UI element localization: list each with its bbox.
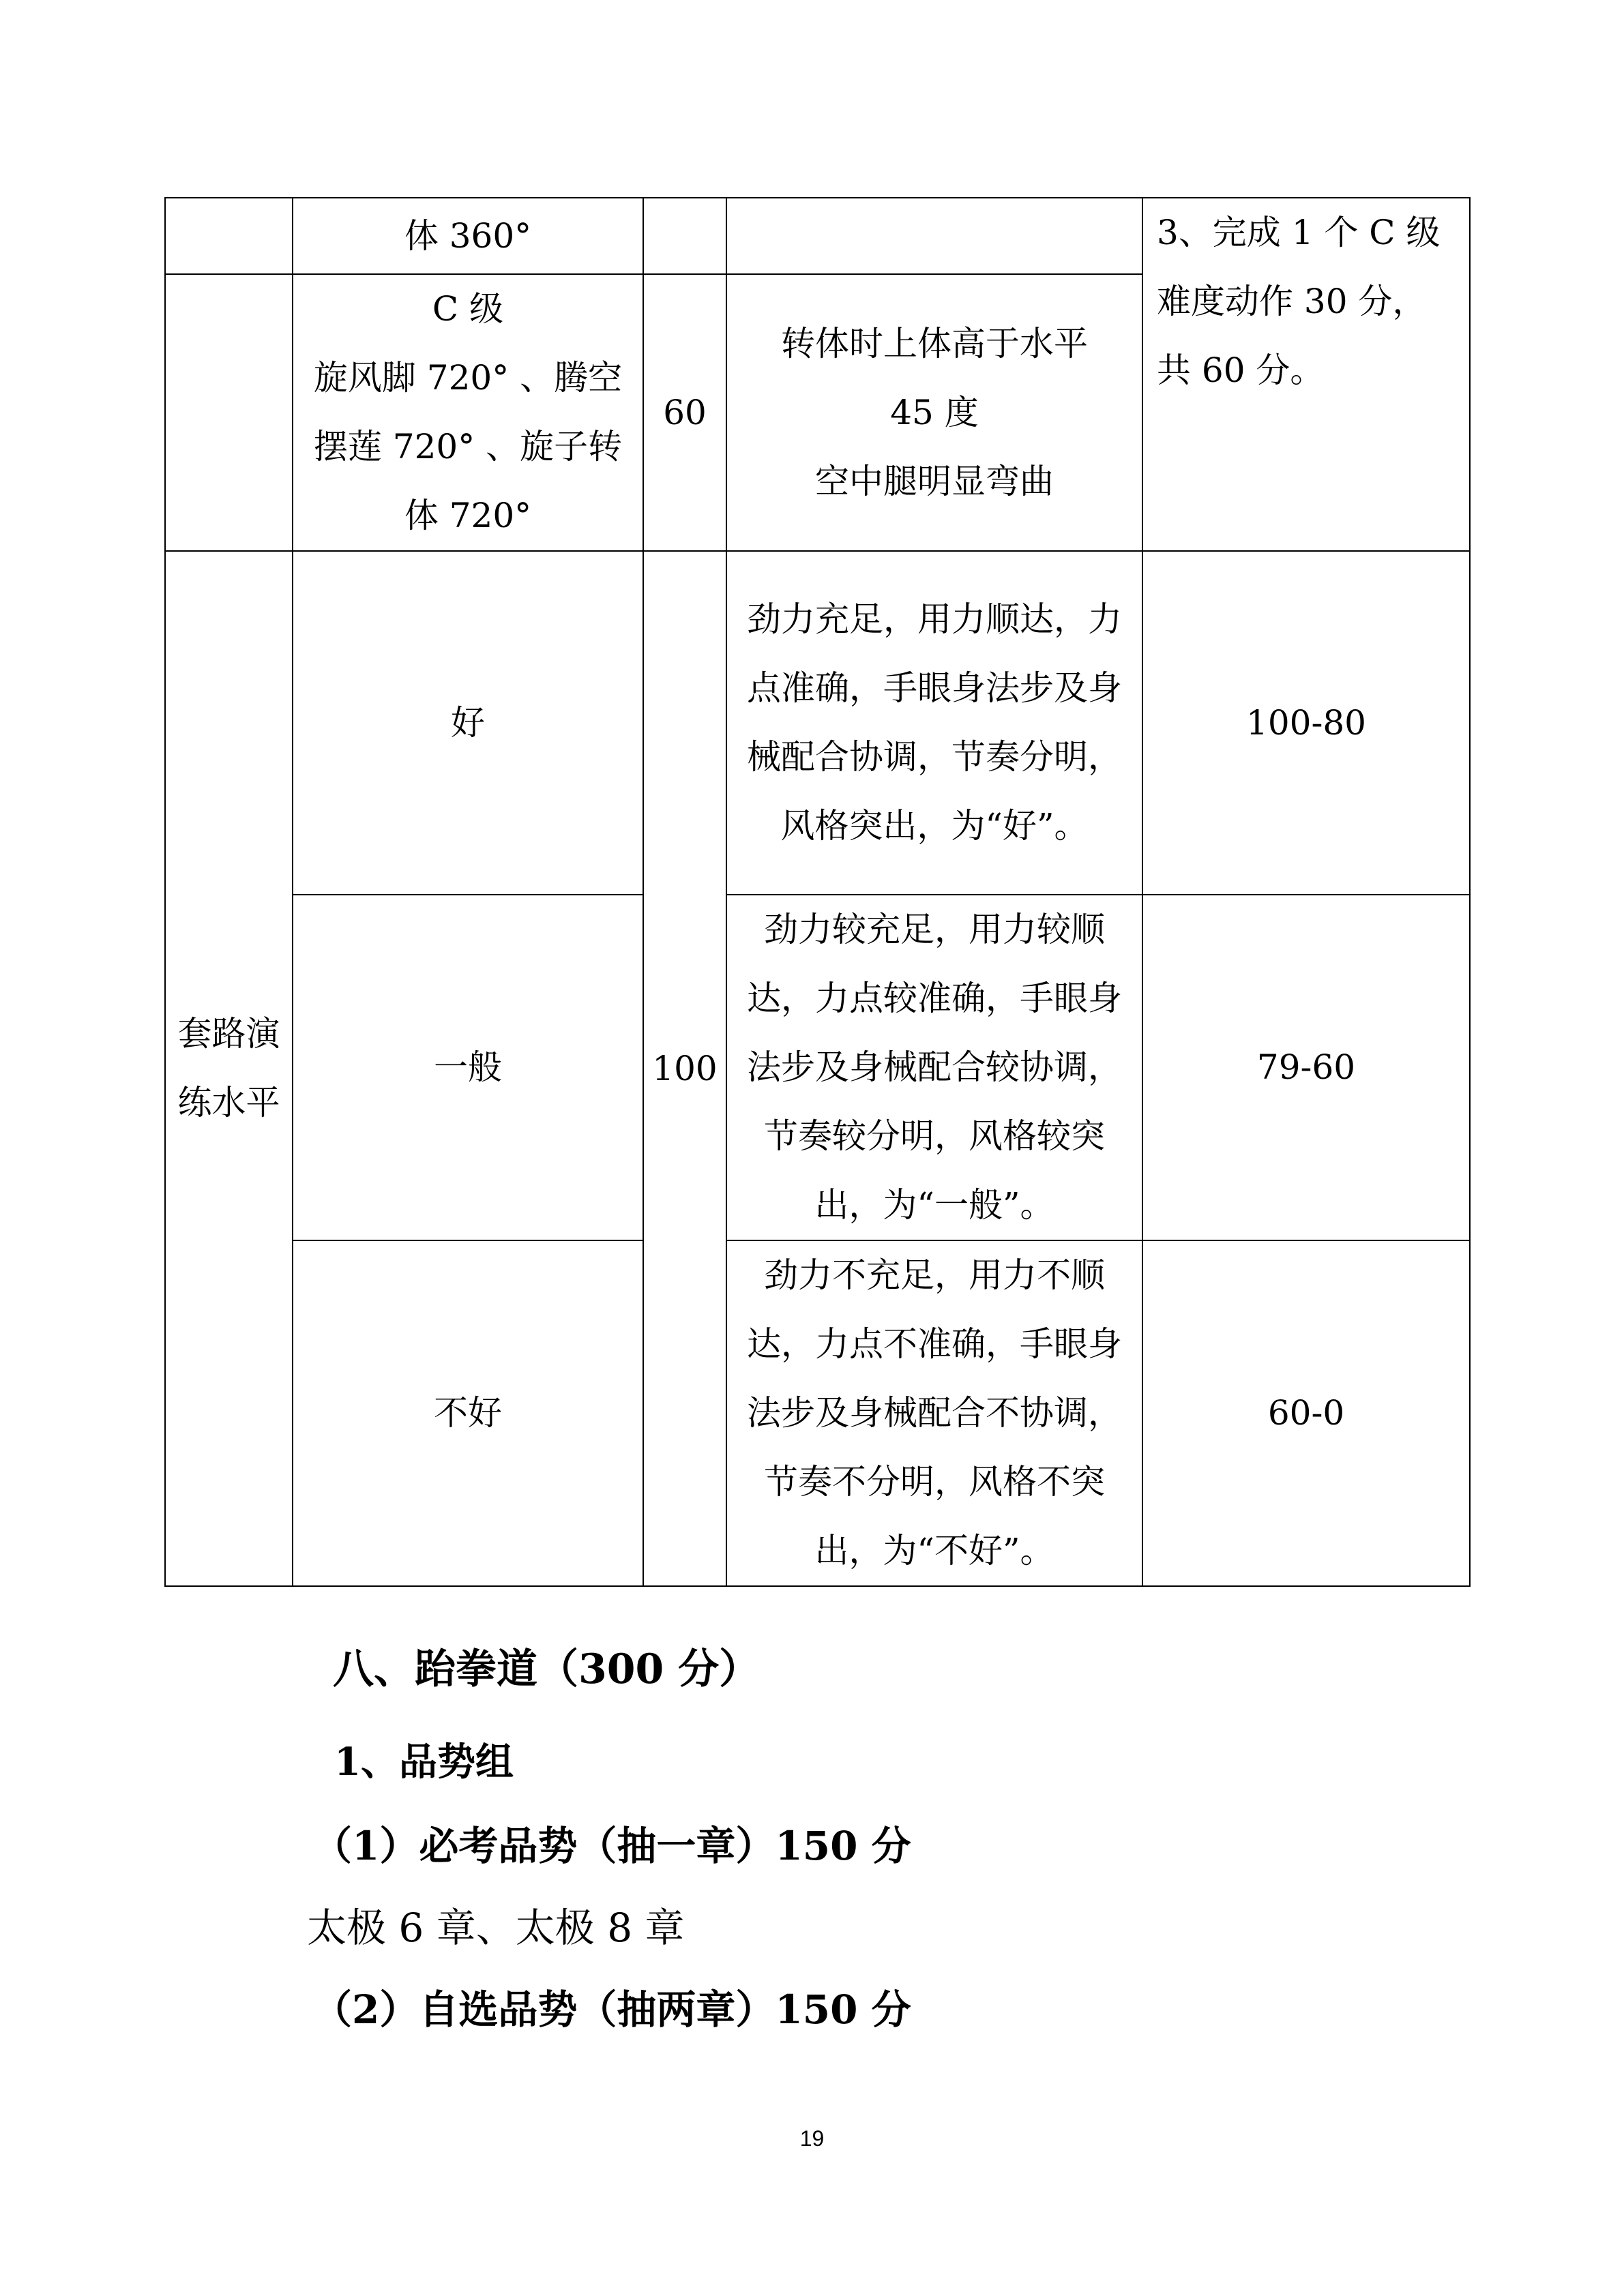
grade-cell: 好 <box>293 551 643 895</box>
category-cell: 套路演练水平 <box>165 551 293 1586</box>
item-cell: 体 360° <box>293 198 643 274</box>
category-cell <box>165 274 293 551</box>
subsection-title: 1、品势组 <box>334 1740 514 1785</box>
item-detail: 太极 6 章、太极 8 章 <box>307 1905 685 1951</box>
grade-cell: 不好 <box>293 1240 643 1586</box>
criteria-cell: 劲力不充足，用力不顺达，力点不准确，手眼身法步及身械配合不协调，节奏不分明，风格不突出，为“不好”。 <box>726 1240 1142 1586</box>
range-cell: 60-0 <box>1142 1240 1470 1586</box>
criteria-cell: 转体时上体高于水平 45 度 空中腿明显弯曲 <box>726 274 1142 551</box>
score-cell <box>643 198 726 274</box>
score-cell: 100 <box>643 551 726 1586</box>
page-number: 19 <box>799 2126 825 2151</box>
criteria-cell: 劲力较充足，用力较顺达，力点较准确，手眼身法步及身械配合较协调，节奏较分明，风格较突出，为“一般”。 <box>726 895 1142 1240</box>
note-cell: 3、完成 1 个 C 级难度动作 30 分，共 60 分。 <box>1142 198 1470 551</box>
item-heading: （2）自选品势（抽两章）150 分 <box>312 1986 911 2033</box>
grade-cell: 一般 <box>293 895 643 1240</box>
category-cell <box>165 198 293 274</box>
table-row <box>165 198 1470 274</box>
table-row <box>165 895 1470 1240</box>
table-row <box>165 1240 1470 1586</box>
scoring-table <box>164 197 1471 1587</box>
table-row <box>165 551 1470 895</box>
range-cell: 79-60 <box>1142 895 1470 1240</box>
range-cell: 100-80 <box>1142 551 1470 895</box>
item-cell: C 级 旋风脚 720° 、腾空摆莲 720° 、旋子转体 720° <box>293 274 643 551</box>
score-cell: 60 <box>643 274 726 551</box>
item-heading: （1）必考品势（抽一章）150 分 <box>312 1823 911 1869</box>
criteria-cell: 劲力充足，用力顺达，力点准确，手眼身法步及身械配合协调，节奏分明，风格突出，为“好”。 <box>726 551 1142 895</box>
criteria-cell <box>726 198 1142 274</box>
section-title: 八、跆拳道（300 分） <box>333 1645 761 1693</box>
